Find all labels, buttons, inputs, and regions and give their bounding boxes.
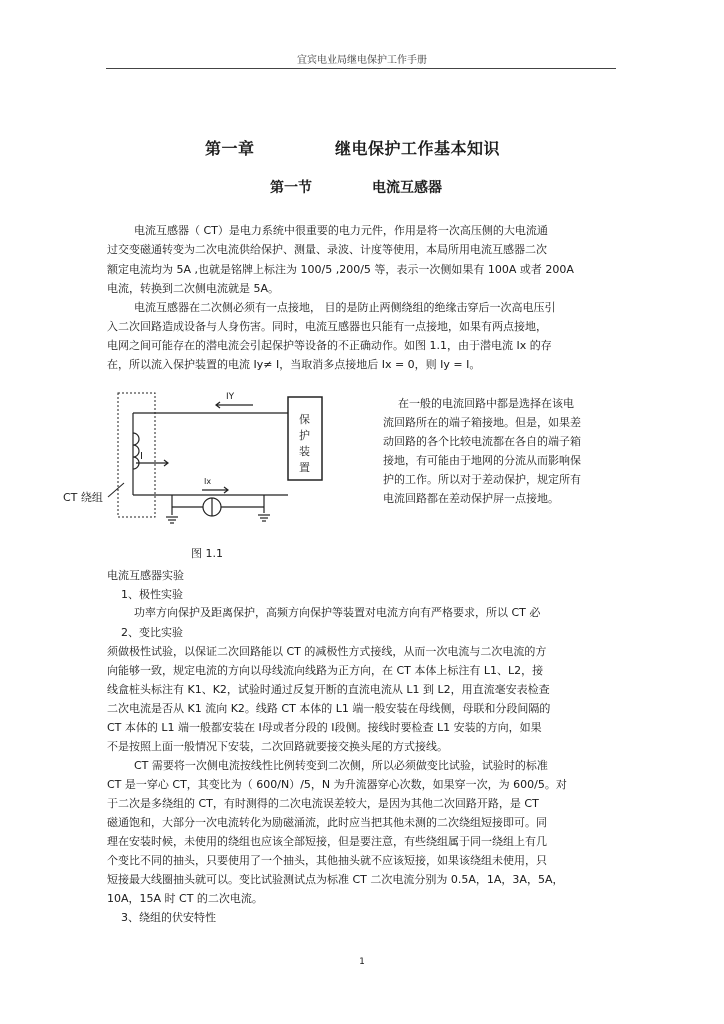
box-char: 装 — [299, 445, 310, 458]
box-char: 保 — [299, 413, 310, 426]
side-text-line: 在一般的电流回路中都是选择在该电 — [398, 397, 574, 410]
side-text-line: 动回路的各个比较电流都在各自的端子箱 — [383, 435, 581, 448]
test-line: 于二次是多绕组的 CT，有时测得的二次电流误差较大，是因为其他二次回路开路，是 CT — [107, 797, 539, 810]
chapter-number: 第一章 — [205, 139, 255, 158]
test-subheading: 1、极性实验 — [121, 588, 183, 601]
test-line: 向能够一致，规定电流的方向以母线流向线路为正方向，在 CT 本体上标注有 L1、L2，接 — [107, 664, 544, 677]
intro-line: 入二次回路造成设备与人身伤害。同时，电流互感器也只能有一点接地，如果有两点接地， — [107, 320, 547, 333]
side-text-line: 流回路所在的端子箱接地。但是，如果差 — [383, 416, 581, 429]
label-ct-winding: CT 绕组 — [63, 491, 103, 504]
section-number: 第一节 — [270, 180, 312, 196]
label-i: I — [140, 451, 143, 462]
test-line: 二次电流是否从 K1 流向 K2。线路 CT 本体的 L1 端一般安装在母线侧，母联和分段间隔的 — [107, 702, 551, 715]
intro-line: 在，所以流入保护装置的电流 Iy≠ I，当取消多点接地后 Ix = 0，则 Iy = I。 — [107, 358, 481, 371]
intro-line: 电流互感器在二次侧必须有一点接地， 目的是防止两侧绕组的绝缘击穿后一次高电压引 — [134, 301, 556, 314]
test-line: 功率方向保护及距离保护，高频方向保护等装置对电流方向有严格要求，所以 CT 必 — [134, 606, 541, 619]
test-line: 短接最大线圈抽头就可以。变比试验测试点为标准 CT 二次电流分别为 0.5A，1A，3A，5A， — [107, 873, 564, 886]
test-line: 10A，15A 时 CT 的二次电流。 — [107, 892, 263, 905]
chapter-title: 继电保护工作基本知识 — [335, 139, 501, 158]
side-text-line: 电流回路都在差动保护屏一点接地。 — [383, 492, 559, 505]
intro-line: 额定电流均为 5A ,也就是铭牌上标注为 100/5 ,200/5 等，表示一次侧如果有 100A 或者 200A — [107, 263, 574, 276]
test-line: 磁通饱和，大部分一次电流转化为励磁涌流，此时应当把其他未测的二次绕组短接即可。同 — [107, 816, 547, 829]
figure-caption: 图 1.1 — [191, 547, 223, 560]
test-heading: 电流互感器实验 — [107, 569, 184, 582]
figure-1-1-diagram — [58, 385, 378, 545]
ct-label-leader — [108, 483, 124, 497]
test-line: 个变比不同的抽头，只要使用了一个抽头，其他抽头就不应该短接，如果该绕组未使用，只 — [107, 854, 547, 867]
running-header: 宜宾电业局继电保护工作手册 — [297, 55, 427, 66]
section-title: 电流互感器 — [372, 180, 442, 196]
intro-line: 电流，转换到二次侧电流就是 5A。 — [107, 282, 280, 295]
test-line: 须做极性试验，以保证二次回路能以 CT 的减极性方式接线，从而一次电流与二次电流的方 — [107, 645, 547, 658]
box-char: 护 — [299, 429, 310, 442]
intro-line: 过交变磁通转变为二次电流供给保护、测量、录波、计度等使用，本局所用电流互感器二次 — [107, 243, 547, 256]
intro-line: 电流互感器（ CT）是电力系统中很重要的电力元件，作用是将一次高压侧的大电流通 — [134, 224, 548, 237]
side-text-line: 护的工作。所以对于差动保护，规定所有 — [383, 473, 581, 486]
intro-line: 电网之间可能存在的潜电流会引起保护等设备的不正确动作。如图 1.1，由于潜电流 Ix 的存 — [107, 339, 552, 352]
test-line: CT 本体的 L1 端一般都安装在 Ⅰ母或者分段的 Ⅰ段侧。接线时要检查 L1 安装的方向，如果 — [107, 721, 542, 734]
ct-enclosure — [118, 393, 155, 517]
test-line: 理在安装时候，未使用的绕组也应该全部短接，但是要注意，有些绕组属于同一绕组上有几 — [107, 835, 547, 848]
side-text-line: 接地，有可能由于地网的分流从而影响保 — [383, 454, 581, 467]
test-line: CT 是一穿心 CT，其变比为（ 600/N）/5，N 为升流器穿心次数，如果穿一次，为 600/5。对 — [107, 778, 567, 791]
test-subheading: 3、绕组的伏安特性 — [121, 911, 216, 924]
box-char: 置 — [299, 461, 310, 474]
page-number: 1 — [359, 957, 365, 967]
test-line: CT 需要将一次侧电流按线性比例转变到二次侧，所以必须做变比试验，试验时的标准 — [134, 759, 548, 772]
test-line: 线盒桩头标注有 K1、K2，试验时通过反复开断的直流电流从 L1 到 L2，用直流毫安表检查 — [107, 683, 550, 696]
ct-coil — [133, 433, 139, 469]
label-ix: Ix — [204, 477, 212, 486]
label-iy: IY — [226, 392, 235, 402]
test-subheading: 2、变比实验 — [121, 626, 183, 639]
header-rule — [106, 68, 616, 69]
test-line: 不是按照上面一般情况下安装，二次回路就要接交换头尾的方式接线。 — [107, 740, 448, 753]
